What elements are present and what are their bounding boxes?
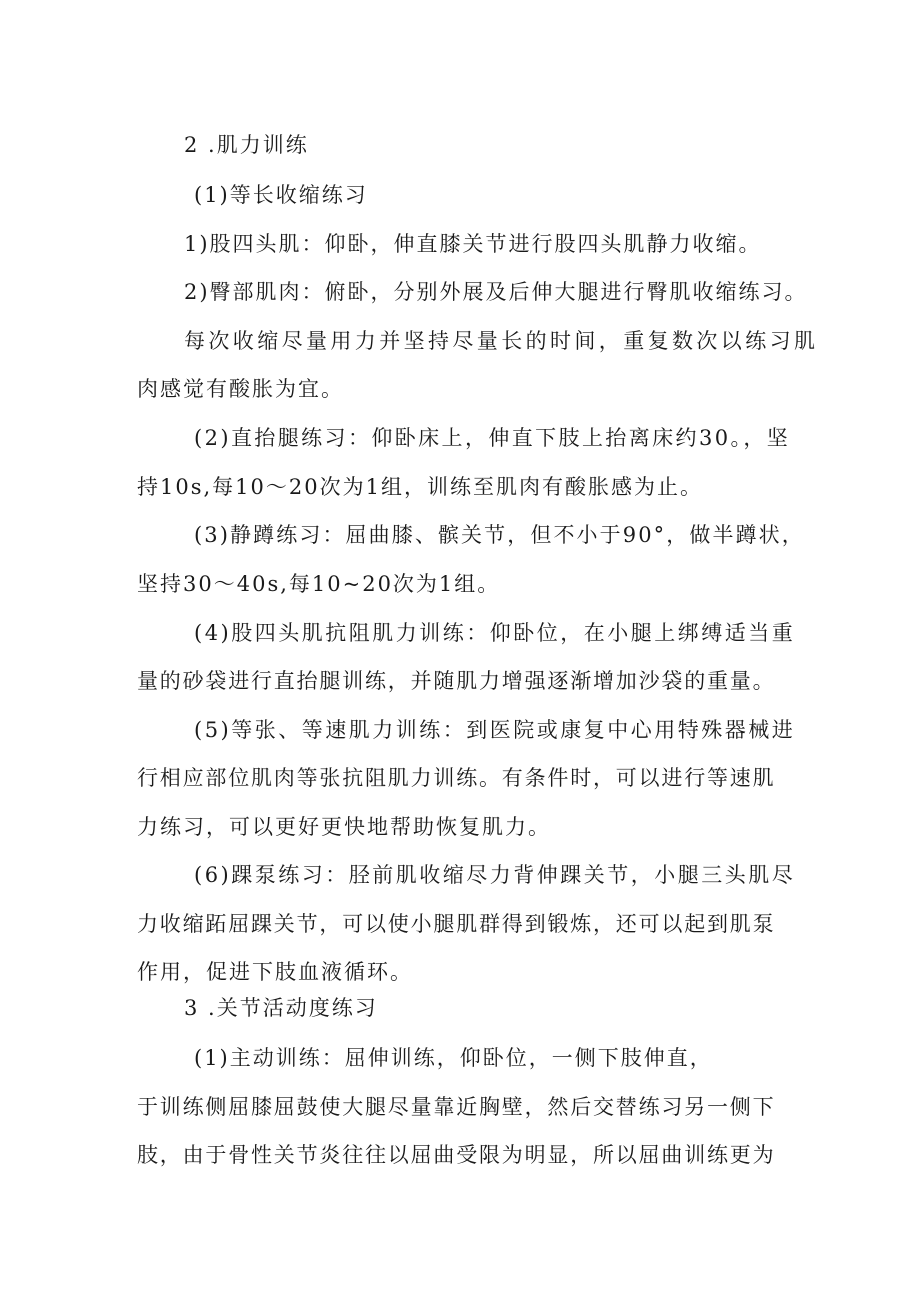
- subheading-isometric: (1)等长收缩练习: [194, 183, 368, 207]
- paragraph-line: (1)主动训练：屈伸训练，仰卧位，一侧下肢伸直，: [194, 1046, 713, 1070]
- paragraph-line: 肉感觉有酸胀为宜。: [137, 377, 344, 401]
- paragraph-line: 行相应部位肌肉等张抗阻肌力训练。有条件时，可以进行等速肌: [137, 766, 776, 790]
- paragraph-line: 持10s,每10～20次为1组，训练至肌肉有酸胀感为止。: [137, 475, 703, 499]
- paragraph-line: 力练习，可以更好更快地帮助恢复肌力。: [137, 815, 551, 839]
- section-heading-range-of-motion: 3 .关节活动度练习: [184, 996, 378, 1020]
- paragraph-line: 每次收缩尽量用力并坚持尽量长的时间，重复数次以练习肌: [184, 329, 819, 353]
- paragraph-line: 2)臀部肌肉：俯卧，分别外展及后伸大腿进行臀肌收缩练习。: [184, 280, 808, 304]
- paragraph-line: 于训练侧屈膝屈鼓使大腿尽量靠近胸壁，然后交替练习另一侧下: [137, 1095, 776, 1119]
- paragraph-line: (5)等张、等速肌力训练：到医院或康复中心用特殊器械进: [194, 718, 796, 742]
- paragraph-line: 作用，促进下肢血液循环。: [137, 960, 413, 984]
- paragraph-line: 1)股四头肌：仰卧，伸直膝关节进行股四头肌静力收缩。: [184, 232, 762, 256]
- section-heading-strength-training: 2 .肌力训练: [184, 133, 309, 157]
- paragraph-line: 坚持30～40s,每10~20次为1组。: [137, 572, 501, 596]
- paragraph-line: 力收缩跖屈踝关节，可以使小腿肌群得到锻炼，还可以起到肌泵: [137, 912, 776, 936]
- paragraph-line: 肢，由于骨性关节炎往往以屈曲受限为明显，所以屈曲训练更为: [137, 1143, 776, 1167]
- paragraph-line: (4)股四头肌抗阻肌力训练：仰卧位，在小腿上绑缚适当重: [194, 621, 796, 645]
- paragraph-line: (6)踝泵练习：胫前肌收缩尽力背伸踝关节，小腿三头肌尽: [194, 863, 796, 887]
- paragraph-line: 量的砂袋进行直抬腿训练，并随肌力增强逐渐增加沙袋的重量。: [137, 669, 776, 693]
- paragraph-line: (3)静蹲练习：屈曲膝、髌关节，但不小于90°，做半蹲状，: [194, 523, 805, 547]
- paragraph-line: (2)直抬腿练习：仰卧床上，伸直下肢上抬离床约30。，坚: [194, 426, 791, 450]
